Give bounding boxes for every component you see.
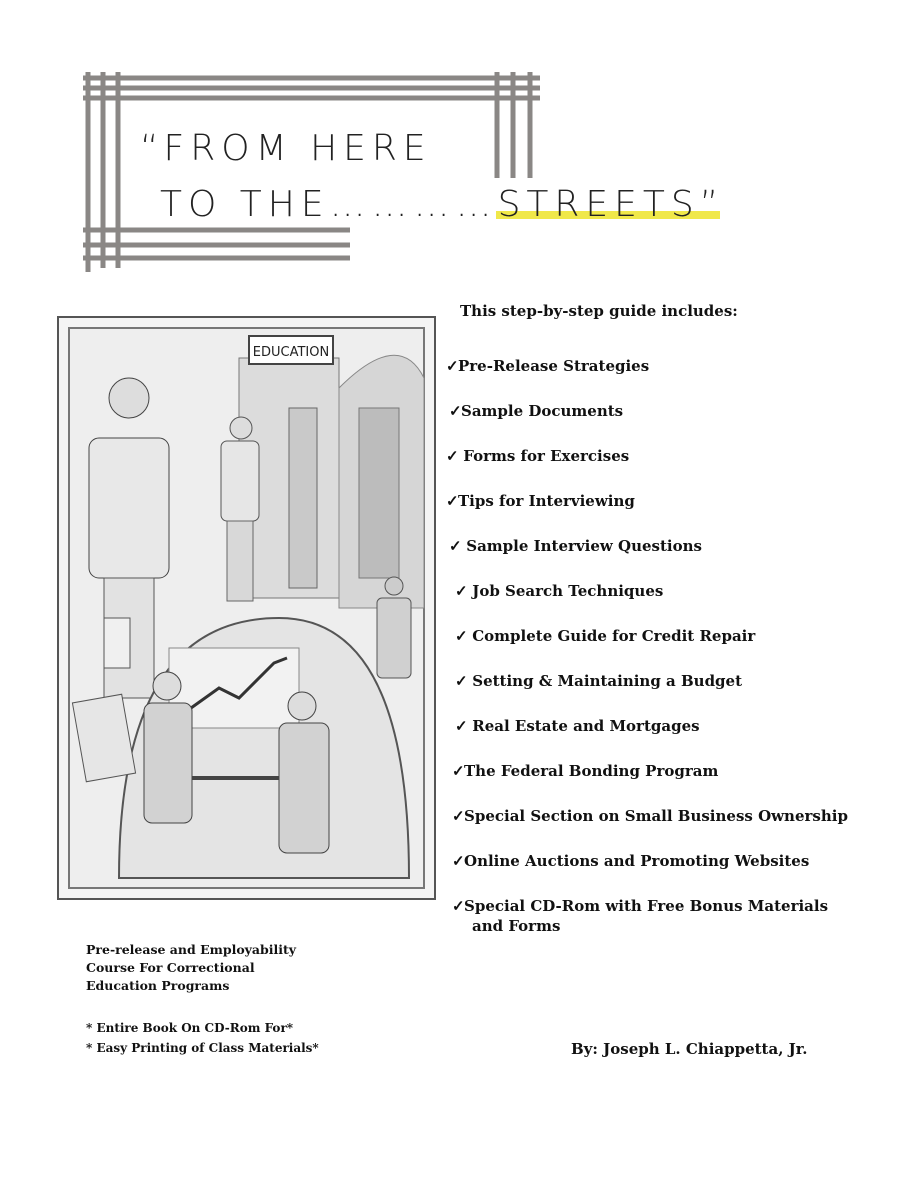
title-line-2-prefix: TO THE………… xyxy=(160,184,498,225)
list-item-text: Job Search Techniques xyxy=(472,582,664,600)
author-credit: By: Joseph L. Chiappetta, Jr. xyxy=(571,1040,808,1058)
list-item xyxy=(446,446,886,491)
title-highlight-word: STREETS xyxy=(497,184,700,225)
cd-line: * Entire Book On CD-Rom For* xyxy=(86,1021,294,1035)
cover-illustration xyxy=(57,316,436,900)
checkmark-icon: ✓ xyxy=(455,717,468,735)
education-sign-label: EDUCATION xyxy=(252,345,330,360)
cd-line: * Easy Printing of Class Materials* xyxy=(86,1041,319,1055)
list-item xyxy=(446,356,886,401)
course-line: Course For Correctional xyxy=(86,960,255,975)
list-item-text: Special Section on Small Business Ownership xyxy=(464,807,848,825)
illustration-drawing xyxy=(59,318,434,898)
title-line-2-suffix: ” xyxy=(699,184,725,225)
guide-intro: This step-by-step guide includes: xyxy=(460,302,738,320)
list-item xyxy=(446,671,886,716)
list-item xyxy=(446,491,886,536)
checkmark-icon: ✓ xyxy=(455,582,468,600)
checkmark-icon: ✓ xyxy=(452,807,465,825)
list-item-text: The Federal Bonding Program xyxy=(464,762,719,780)
list-item-text-continued: and Forms xyxy=(472,917,561,935)
list-item xyxy=(446,581,886,626)
checkmark-icon: ✓ xyxy=(446,447,459,465)
list-item xyxy=(446,896,886,946)
checkmark-icon: ✓ xyxy=(452,852,465,870)
list-item-text: Special CD-Rom with Free Bonus Materials xyxy=(464,897,829,915)
list-item xyxy=(446,536,886,581)
checkmark-icon: ✓ xyxy=(455,672,468,690)
checkmark-icon: ✓ xyxy=(449,402,462,420)
title-line-1: “FROM HERE xyxy=(140,128,432,169)
list-item-text: Complete Guide for Credit Repair xyxy=(472,627,756,645)
checkmark-icon: ✓ xyxy=(452,762,465,780)
checkmark-icon: ✓ xyxy=(452,897,465,915)
list-item xyxy=(446,851,886,896)
cd-rom-note xyxy=(86,1018,319,1058)
list-item-text: Setting & Maintaining a Budget xyxy=(472,672,743,690)
course-description xyxy=(86,941,296,995)
list-item xyxy=(446,401,886,446)
list-item-text: Tips for Interviewing xyxy=(458,492,635,510)
list-item-text: Real Estate and Mortgages xyxy=(472,717,700,735)
guide-checklist xyxy=(446,356,886,946)
title-line-2 xyxy=(160,184,724,225)
checkmark-icon: ✓ xyxy=(455,627,468,645)
list-item xyxy=(446,806,886,851)
list-item xyxy=(446,716,886,761)
list-item-text: Online Auctions and Promoting Websites xyxy=(464,852,810,870)
checkmark-icon: ✓ xyxy=(446,357,459,375)
checkmark-icon: ✓ xyxy=(449,537,462,555)
list-item-text: Forms for Exercises xyxy=(463,447,630,465)
checkmark-icon: ✓ xyxy=(446,492,459,510)
course-line: Pre-release and Employability xyxy=(86,942,297,957)
list-item-text: Sample Documents xyxy=(461,402,624,420)
list-item-text: Pre-Release Strategies xyxy=(458,357,650,375)
list-item xyxy=(446,761,886,806)
list-item xyxy=(446,626,886,671)
course-line: Education Programs xyxy=(86,978,230,993)
list-item-text: Sample Interview Questions xyxy=(466,537,702,555)
